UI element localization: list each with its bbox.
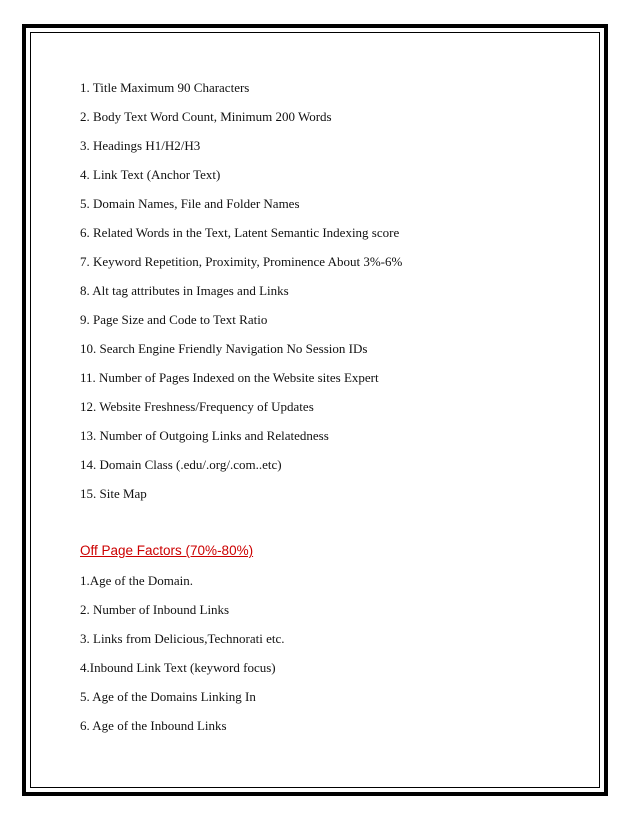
- on-page-item: 5. Domain Names, File and Folder Names: [80, 196, 300, 211]
- on-page-item: 3. Headings H1/H2/H3: [80, 138, 201, 153]
- on-page-item: 14. Domain Class (.edu/.org/.com..etc): [80, 457, 282, 472]
- on-page-item: 6. Related Words in the Text, Latent Semantic Indexing score: [80, 225, 400, 240]
- on-page-item: 4. Link Text (Anchor Text): [80, 167, 221, 182]
- on-page-item: 12. Website Freshness/Frequency of Updates: [80, 399, 314, 414]
- off-page-item: 3. Links from Delicious,Technorati etc.: [80, 631, 285, 646]
- on-page-item: 7. Keyword Repetition, Proximity, Prominence About 3%-6%: [80, 254, 403, 269]
- on-page-item: 1. Title Maximum 90 Characters: [80, 80, 250, 95]
- off-page-item: 1.Age of the Domain.: [80, 573, 194, 588]
- off-page-item: 5. Age of the Domains Linking In: [80, 689, 256, 704]
- on-page-item: 8. Alt tag attributes in Images and Links: [80, 283, 289, 298]
- on-page-item: 13. Number of Outgoing Links and Relatedness: [80, 428, 329, 443]
- on-page-item: 10. Search Engine Friendly Navigation No Session IDs: [80, 341, 368, 356]
- on-page-item: 9. Page Size and Code to Text Ratio: [80, 312, 268, 327]
- on-page-item: 15. Site Map: [80, 486, 147, 501]
- on-page-item: 2. Body Text Word Count, Minimum 200 Words: [80, 109, 332, 124]
- off-page-item: 6. Age of the Inbound Links: [80, 718, 227, 733]
- section-heading-off-page: Off Page Factors (70%-80%): [80, 543, 254, 558]
- off-page-item: 4.Inbound Link Text (keyword focus): [80, 660, 276, 675]
- on-page-item: 11. Number of Pages Indexed on the Website sites Expert: [80, 370, 379, 385]
- off-page-item: 2. Number of Inbound Links: [80, 602, 230, 617]
